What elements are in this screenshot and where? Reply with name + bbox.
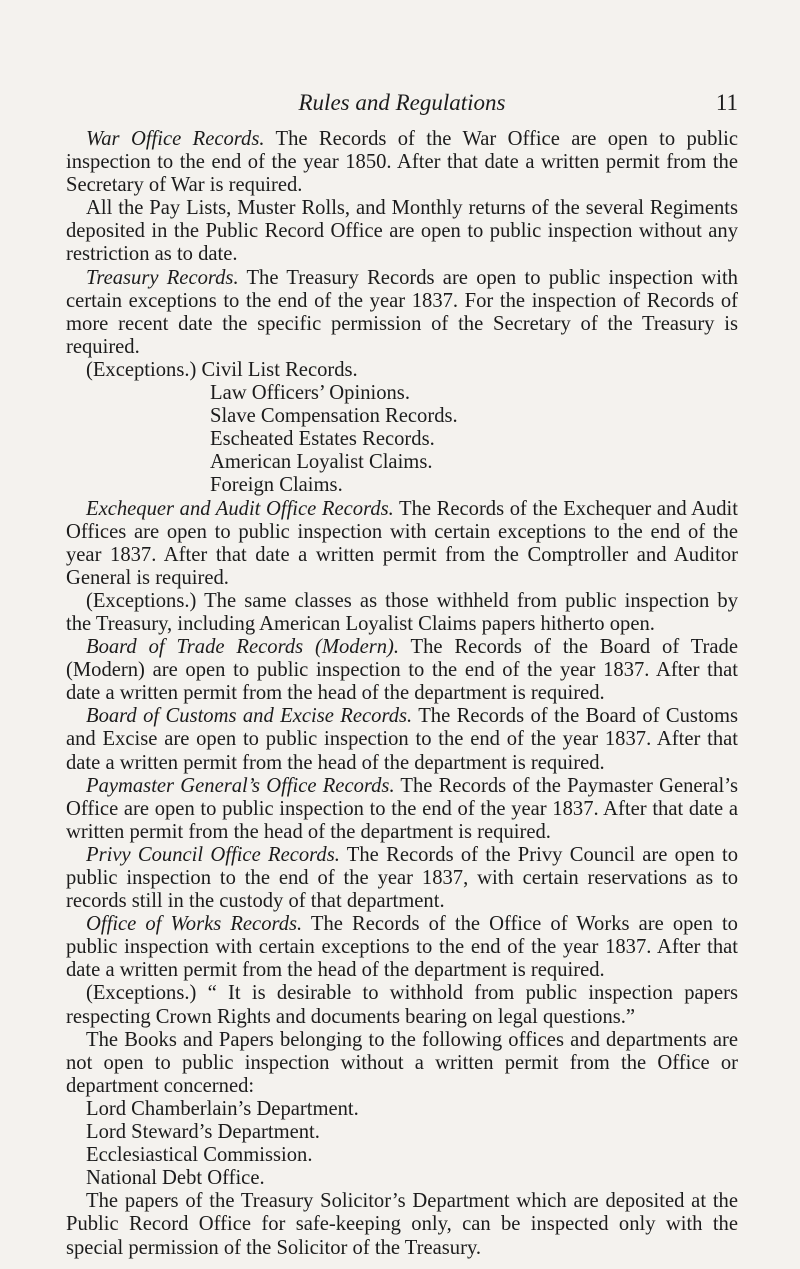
paragraph-books-and-papers [66,1029,738,1098]
treasury-exception-item: American Loyalist Claims. [210,451,433,474]
paragraph-exchequer [66,498,738,590]
department-item: Ecclesiastical Commission. [86,1144,313,1167]
paragraph-text: The Records of the Privy Council are open to public inspection to the end of the year 1837, with certain reservations as to records still in the custody of that department. [66,843,738,913]
section-heading: Privy Council Office Records. [86,843,340,866]
section-heading: Board of Trade Records (Modern). [86,636,400,659]
paragraph-text: (Exceptions.) “ It is desirable to withhold from public inspection papers respecting Crown Rights and documents bearing on legal questions.” [66,982,738,1028]
paragraph-text: The Records of the Exchequer and Audit Offices are open to public inspection with certain exceptions to the end of the year 1837. After that date a written permit from the Comptroller and Auditor General is required. [66,497,738,589]
treasury-exception-item: (Exceptions.) Civil List Records. [86,358,358,381]
paragraph-text: The Records of the Office of Works are open to public inspection with certain exceptions to the end of the year 1837. After that date a written permit from the head of the department is required. [66,913,738,982]
section-heading: Paymaster General’s Office Records. [86,774,395,797]
page-number: 11 [715,90,738,115]
paragraph-text: The Records of the Board of Trade (Modern) are open to public inspection to the end of the year 1837. After that date a written permit from the head of the department is required. [66,636,738,705]
treasury-exception-item: Slave Compensation Records. [210,405,458,428]
section-heading: Office of Works Records. [86,913,303,936]
section-heading: Treasury Records. [86,266,239,289]
paragraph-board-of-trade [66,636,738,705]
paragraph-treasury [66,267,738,359]
paragraph-text: The Records of the Paymaster General’s Office are open to public inspection to the end of the year 1837. After that date a written permit from the head of the department is required. [66,774,738,843]
paragraph-text: The Records of the War Office are open to public inspection to the end of the year 1850. After that date a written permit from the Secretary of War is required. [66,128,738,197]
body-text [66,128,738,1260]
paragraph-pay-lists [66,197,738,266]
paragraph-exchequer-exceptions [66,590,738,636]
paragraph-text: The Records of the Board of Customs and Excise are open to public inspection to the end of the year 1837. After that date a written permit from the head of the department is required. [66,705,738,774]
paragraph-works-exceptions [66,982,738,1028]
paragraph-text: The Books and Papers belonging to the following offices and departments are not open to public inspection without a written permit from the Office or department concerned: [66,1028,738,1097]
department-item: Lord Steward’s Department. [86,1121,320,1144]
department-item: Lord Chamberlain’s Department. [86,1097,359,1120]
running-header [66,88,738,120]
paragraph-privy-council [66,844,738,913]
paragraph-office-of-works [66,913,738,982]
section-heading: Exchequer and Audit Office Records. [86,497,394,520]
paragraph-text: (Exceptions.) The same classes as those withheld from public inspection by the Treasury, including American Loyalist Claims papers hitherto open. [66,589,738,635]
department-item: National Debt Office. [86,1167,265,1190]
paragraph-text: All the Pay Lists, Muster Rolls, and Monthly returns of the several Regiments deposited in the Public Record Office are open to public inspection without any restriction as to date. [66,197,738,266]
treasury-exception-item: Escheated Estates Records. [210,428,435,451]
treasury-exception-item: Law Officers’ Opinions. [210,382,410,405]
paragraph-customs-excise [66,705,738,774]
paragraph-treasury-solicitor: The papers of the Treasury Solicitor’s Department which are deposited at the Public Record Office for safe-keeping only, can be inspected only with the special permission of the Solicitor of the Treasury. [66,1190,738,1259]
section-heading: War Office Records. [86,128,265,150]
running-title: Rules and Regulations [298,90,506,115]
paragraph-text: The Treasury Records are open to public inspection with certain exceptions to the end of the year 1837. For the inspection of Records of more recent date the specific permission of the Secretary of the Treasury is required. [66,266,738,358]
treasury-exception-item: Foreign Claims. [210,474,343,497]
paragraph-war-office [66,128,738,197]
exceptions-label: (Exceptions.) [86,358,202,381]
section-heading: Board of Customs and Excise Records. [86,705,413,728]
paragraph-paymaster [66,775,738,844]
